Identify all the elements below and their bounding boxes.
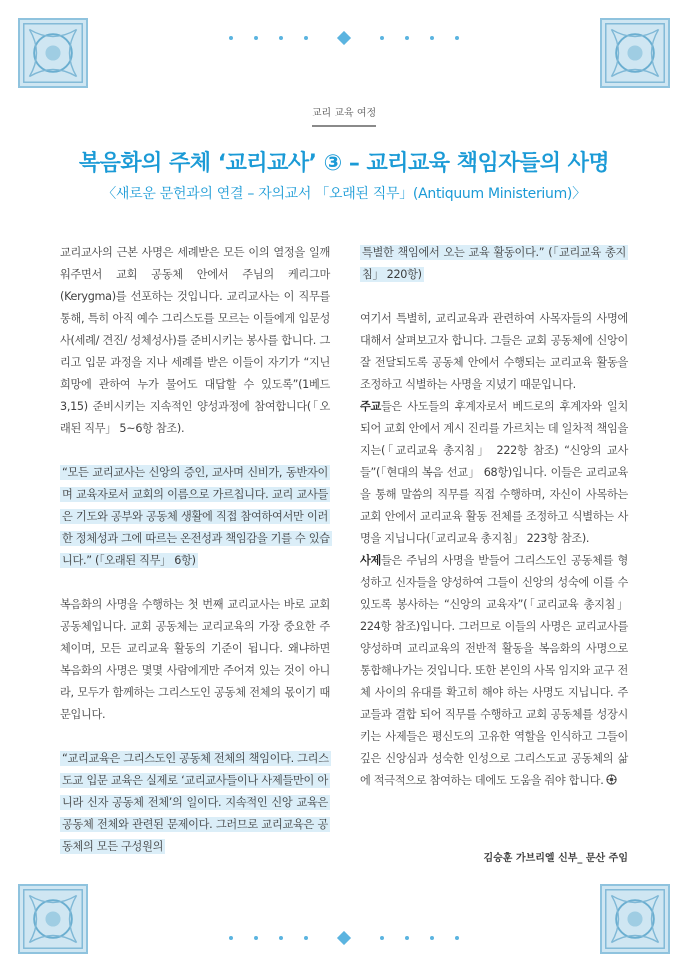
- right-column: [360, 242, 628, 792]
- body-paragraph: 복음화의 사명을 수행하는 첫 번째 교리교사는 바로 교회 공동체입니다. 교회 공동체는 교리교육의 가장 중요한 주체이며, 모든 교리교육 활동의 기준이 됩니다. 왜냐하면 복음화의 사명은 몇몇 사람에게만 주어져 있는 것이 아니라, 모두가 함께하는 그리스도인 공동체 전체의 몫이기 때문입니다.: [60, 598, 330, 721]
- category-underline: [312, 125, 376, 127]
- article-title: 복음화의 주체 ‘교리교사’ ③ – 교리교육 책임자들의 사명: [78, 151, 610, 176]
- ornamental-tile-icon: [18, 884, 88, 954]
- quote-text: “모든 교리교사는 신앙의 증인, 교사며 신비가, 동반자이며 교육자로서 교회의 이름으로 가르칩니다. 교리 교사들은 기도와 공부와 공동체 생활에 직접 참여하여서만 이러한 정체성과 그에 따르는 온전성과 책임감을 기를 수 있습니다.” (「오래된 직무」 6항): [62, 466, 330, 567]
- highlighted-quote-continued: [360, 242, 628, 286]
- dot-divider-top: [90, 31, 598, 45]
- body-paragraph: 여기서 특별히, 교리교육과 관련하여 사목자들의 사명에 대해서 살펴보고자 합니다. 그들은 교회 공동체에 신앙이 잘 전달되도록 공동체 안에서 수행되는 교리교육 활동을 조정하고 식별하는 사명을 지녔기 때문입니다.: [360, 312, 628, 391]
- paragraph-text: 들은 주님의 사명을 받들어 그리스도인 공동체를 형성하고 신자들을 양성하여 그들이 신앙의 성숙에 이를 수 있도록 봉사하는 “신앙의 교육자”(「교리교육 총지침」 224항 참조)입니다. 그러므로 이들의 사명은 교리교사를 양성하며 교리교육의 전반적 활동을 복음화의 사명으로 통합해나가는 것입니다. 또한 본인의 사목 임지와 교구 전체 사이의 유대를 확고히 해야 하는 사명도 지닙니다. 주교들과 결합 되어 직무를 수행하고 교회 공동체를 성장시키는 사제들은 평신도의 고유한 역할을 인식하고 그들이 깊은 신앙심과 성숙한 인성으로 그리스도교 공동체의 삶에 적극적으로 참여하는 데에도 도움을 줘야 합니다.: [360, 554, 628, 787]
- body-paragraph-priests: [360, 550, 628, 792]
- body-paragraph-bishops: [360, 396, 628, 550]
- ornamental-tile-icon: [600, 884, 670, 954]
- author-credit: 김승훈 가브리엘 신부_ 문산 주임: [483, 853, 628, 864]
- ornamental-tile-icon: [600, 18, 670, 88]
- highlighted-quote: [60, 462, 330, 572]
- quote-text: “교리교육은 그리스도인 공동체 전체의 책임이다. 그리스도교 입문 교육은 실제로 ‘교리교사들이나 사제들만이 아니라 신자 공동체 전체’의 일이다. 지속적인 신앙 교육은 공동체 전체와 관련된 문제이다. 그러므로 교리교육은 공동체의 모든 구성원의: [62, 752, 329, 853]
- bold-lead-word: 주교: [360, 400, 382, 413]
- body-paragraph: 교리교사의 근본 사명은 세례받은 모든 이의 열정을 일깨워주면서 교회 공동체 안에서 주님의 케리그마(Kerygma)를 선포하는 것입니다. 교리교사는 이 직무를 통해, 특히 아직 예수 그리스도를 모르는 이들에게 입문성사(세례/ 견진/ 성체성사)를 준비시키는 봉사를 합니다. 그리고 입문 과정을 지나 세례를 받은 이들이 자기가 “지닌 희망에 관하여 누가 물어도 대답할 수 있도록”(1베드 3,15) 준비시키는 지속적인 양성과정에 참여합니다(「오래된 직무」 5~6항 참조).: [60, 246, 330, 435]
- article-subtitle: 〈새로운 문헌과의 연결 – 자의교서 「오래된 직무」(Antiquum Ministerium)〉: [102, 186, 586, 202]
- dot-divider-bottom: [90, 931, 598, 945]
- paragraph-text: 들은 사도들의 후계자로서 베드로의 후계자와 일치되어 교회 안에서 계시 진리를 가르치는 데 일차적 책임을 지는(「교리교육 총지침」 222항 참조) “신앙의 교사들”(「현대의 복음 선교」 68항)입니다. 이들은 교리교육을 통해 말씀의 직무를 직접 수행하며, 자신이 사목하는 교회 안에서 교리교육 활동 전체를 조정하고 식별하는 사명을 지닙니다(「교리교육 총지침」 223항 참조).: [360, 400, 628, 545]
- ornamental-tile-icon: [18, 18, 88, 88]
- highlighted-quote: [60, 748, 330, 858]
- end-ornament-icon: [606, 771, 617, 782]
- quote-text: 특별한 책임에서 오는 교육 활동이다.” (「교리교육 총지침」 220항): [362, 246, 626, 281]
- left-column: [60, 242, 330, 858]
- bold-lead-word: 사제: [360, 554, 382, 567]
- section-category: 교리 교육 여정: [311, 108, 377, 119]
